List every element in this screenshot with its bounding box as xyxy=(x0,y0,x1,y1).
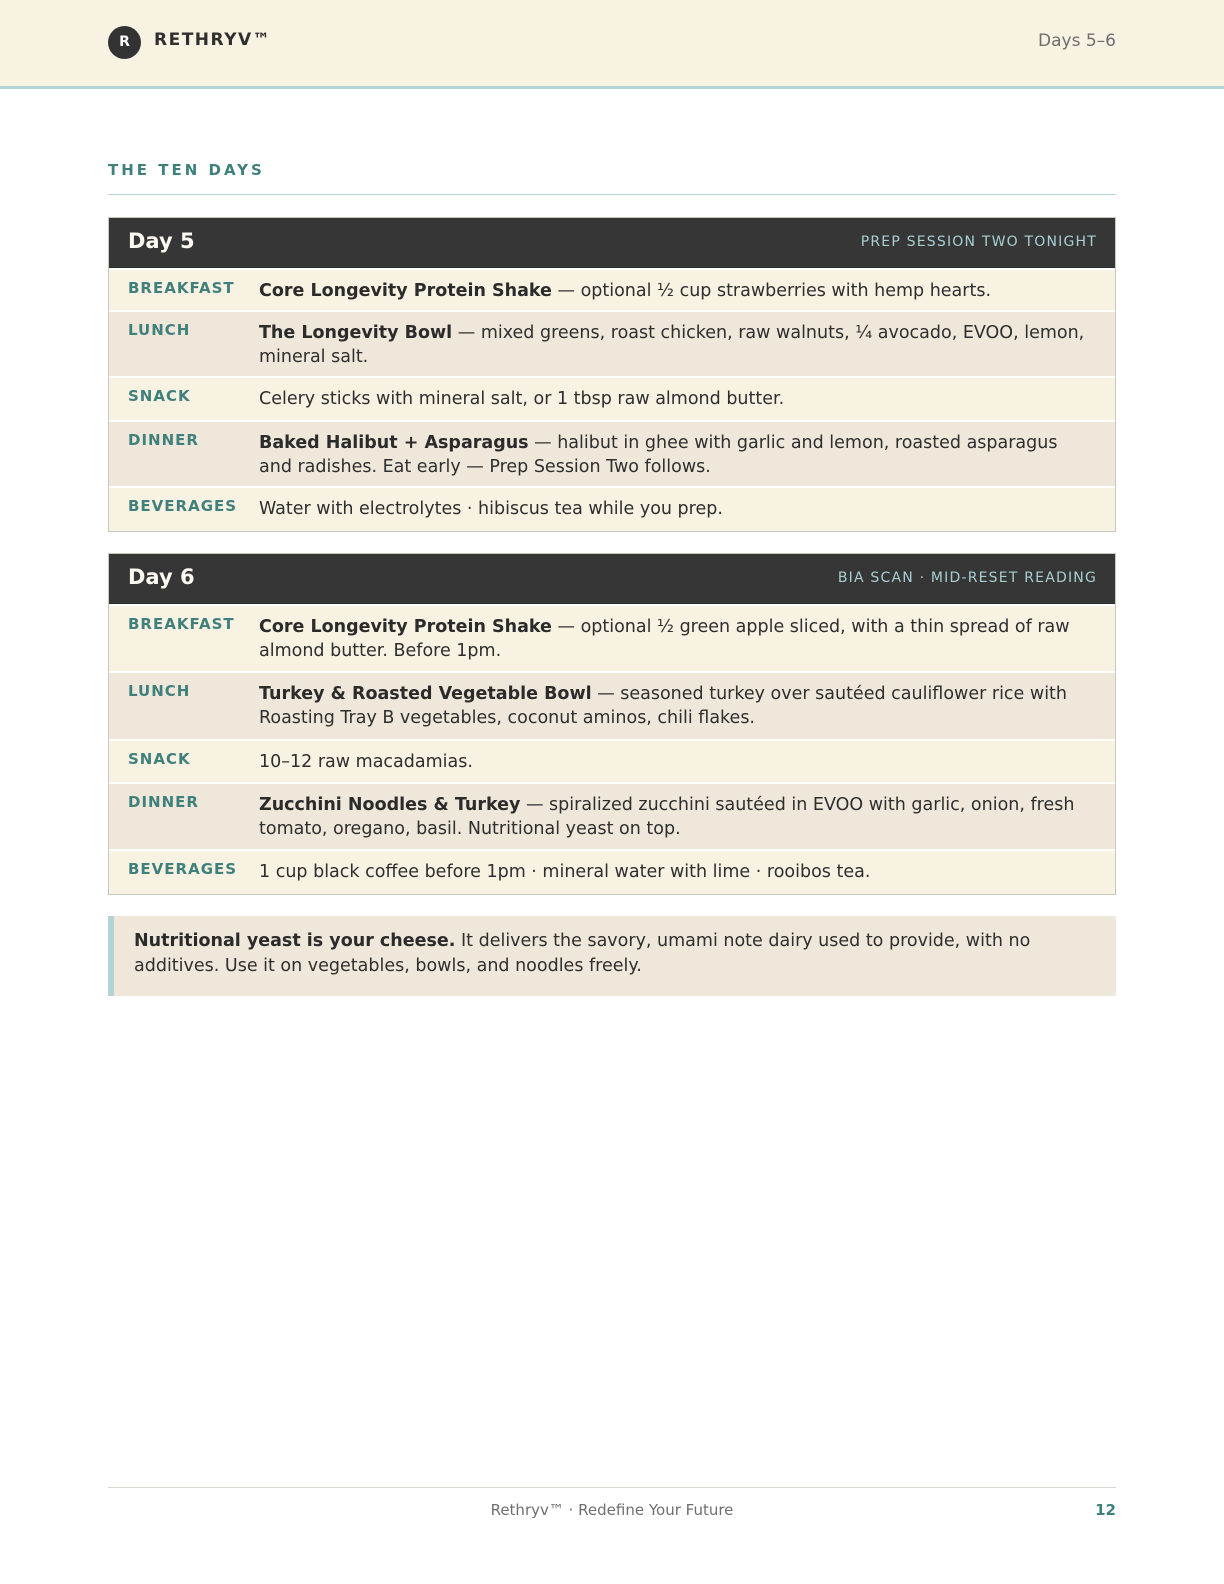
meal-title: The Longevity Bowl xyxy=(259,323,453,343)
meal-row-dinner xyxy=(109,782,1115,849)
meal-title: Core Longevity Protein Shake xyxy=(259,617,552,637)
meal-label: LUNCH xyxy=(128,682,191,700)
meal-title: Turkey & Roasted Vegetable Bowl xyxy=(259,684,592,704)
meal-description xyxy=(259,321,1115,376)
meal-details: Celery sticks with mineral salt, or 1 tbsp raw almond butter. xyxy=(259,389,785,409)
meal-details: — optional ½ green apple sliced, with a thin spread of raw almond butter. Before 1pm. xyxy=(259,617,1070,661)
meal-row-dinner xyxy=(109,420,1115,486)
meal-description xyxy=(259,431,1115,486)
brand-logo: R xyxy=(108,26,141,59)
meal-label: SNACK xyxy=(128,750,191,768)
meal-details: — optional ½ cup strawberries with hemp hearts. xyxy=(551,281,992,301)
meal-row-beverages xyxy=(109,486,1115,531)
meal-label: SNACK xyxy=(128,387,191,405)
page-header xyxy=(0,0,1224,89)
meal-title: Core Longevity Protein Shake xyxy=(259,281,552,301)
footer-divider xyxy=(108,1487,1116,1488)
meal-description xyxy=(259,793,1115,849)
section-divider xyxy=(108,194,1116,195)
page-number: 12 xyxy=(1095,1501,1116,1519)
meal-row-snack xyxy=(109,739,1115,782)
meal-description xyxy=(259,615,1115,671)
days-range: Days 5–6 xyxy=(1038,31,1116,51)
meal-row-beverages xyxy=(109,849,1115,894)
meal-label: BREAKFAST xyxy=(128,615,235,633)
meal-description xyxy=(259,682,1115,739)
meal-label: BEVERAGES xyxy=(128,860,238,878)
day-title: Day 6 xyxy=(128,565,195,589)
meal-label: LUNCH xyxy=(128,321,191,339)
brand-name: RETHRYV™ xyxy=(154,30,272,50)
meal-details: 10–12 raw macadamias. xyxy=(259,752,473,772)
day-note: PREP SESSION TWO TONIGHT xyxy=(860,234,1097,250)
section-title: THE TEN DAYS xyxy=(108,161,265,179)
meal-title: Baked Halibut + Asparagus xyxy=(259,433,529,453)
meal-details: — spiralized zucchini sautéed in EVOO with garlic, onion, fresh tomato, oregano, basil. Nutritional yeast on top. xyxy=(259,795,1075,839)
tip-callout xyxy=(108,916,1116,996)
meal-details: 1 cup black coffee before 1pm · mineral water with lime · rooibos tea. xyxy=(259,862,871,882)
meal-label: BREAKFAST xyxy=(128,279,235,297)
meal-details: Water with electrolytes · hibiscus tea while you prep. xyxy=(259,499,723,519)
footer-tagline: Rethryv™ · Redefine Your Future xyxy=(490,1501,734,1519)
meal-row-lunch xyxy=(109,671,1115,739)
meal-label: DINNER xyxy=(128,793,199,811)
meal-details: — seasoned turkey over sautéed cauliflower rice with Roasting Tray B vegetables, coconut aminos, chili flakes. xyxy=(259,684,1068,728)
meal-details: — mixed greens, roast chicken, raw walnuts, ¼ avocado, EVOO, lemon, mineral salt. xyxy=(259,323,1085,367)
callout-text: It delivers the savory, umami note dairy used to provide, with no additives. Use it on vegetables, bowls, and noodles freely. xyxy=(134,931,1031,976)
meal-title: Zucchini Noodles & Turkey xyxy=(259,795,521,815)
meal-details: — halibut in ghee with garlic and lemon, roasted asparagus and radishes. Eat early — Prep Session Two follows. xyxy=(259,433,1058,477)
day-note: BIA SCAN · MID-RESET READING xyxy=(837,570,1097,586)
meal-row-snack xyxy=(109,376,1115,420)
meal-description xyxy=(259,279,1115,310)
callout-heading: Nutritional yeast is your cheese. xyxy=(134,931,456,951)
day-title: Day 5 xyxy=(128,229,195,253)
meal-row-lunch xyxy=(109,310,1115,376)
meal-label: BEVERAGES xyxy=(128,497,238,515)
day-header xyxy=(109,554,1115,604)
meal-description xyxy=(259,860,1115,894)
meal-row-breakfast xyxy=(109,268,1115,310)
meal-label: DINNER xyxy=(128,431,199,449)
day-card-6 xyxy=(108,553,1116,895)
meal-description xyxy=(259,750,1115,782)
meal-row-breakfast xyxy=(109,604,1115,671)
day-header xyxy=(109,218,1115,268)
meal-description xyxy=(259,497,1115,531)
day-card-5 xyxy=(108,217,1116,532)
meal-description xyxy=(259,387,1115,420)
